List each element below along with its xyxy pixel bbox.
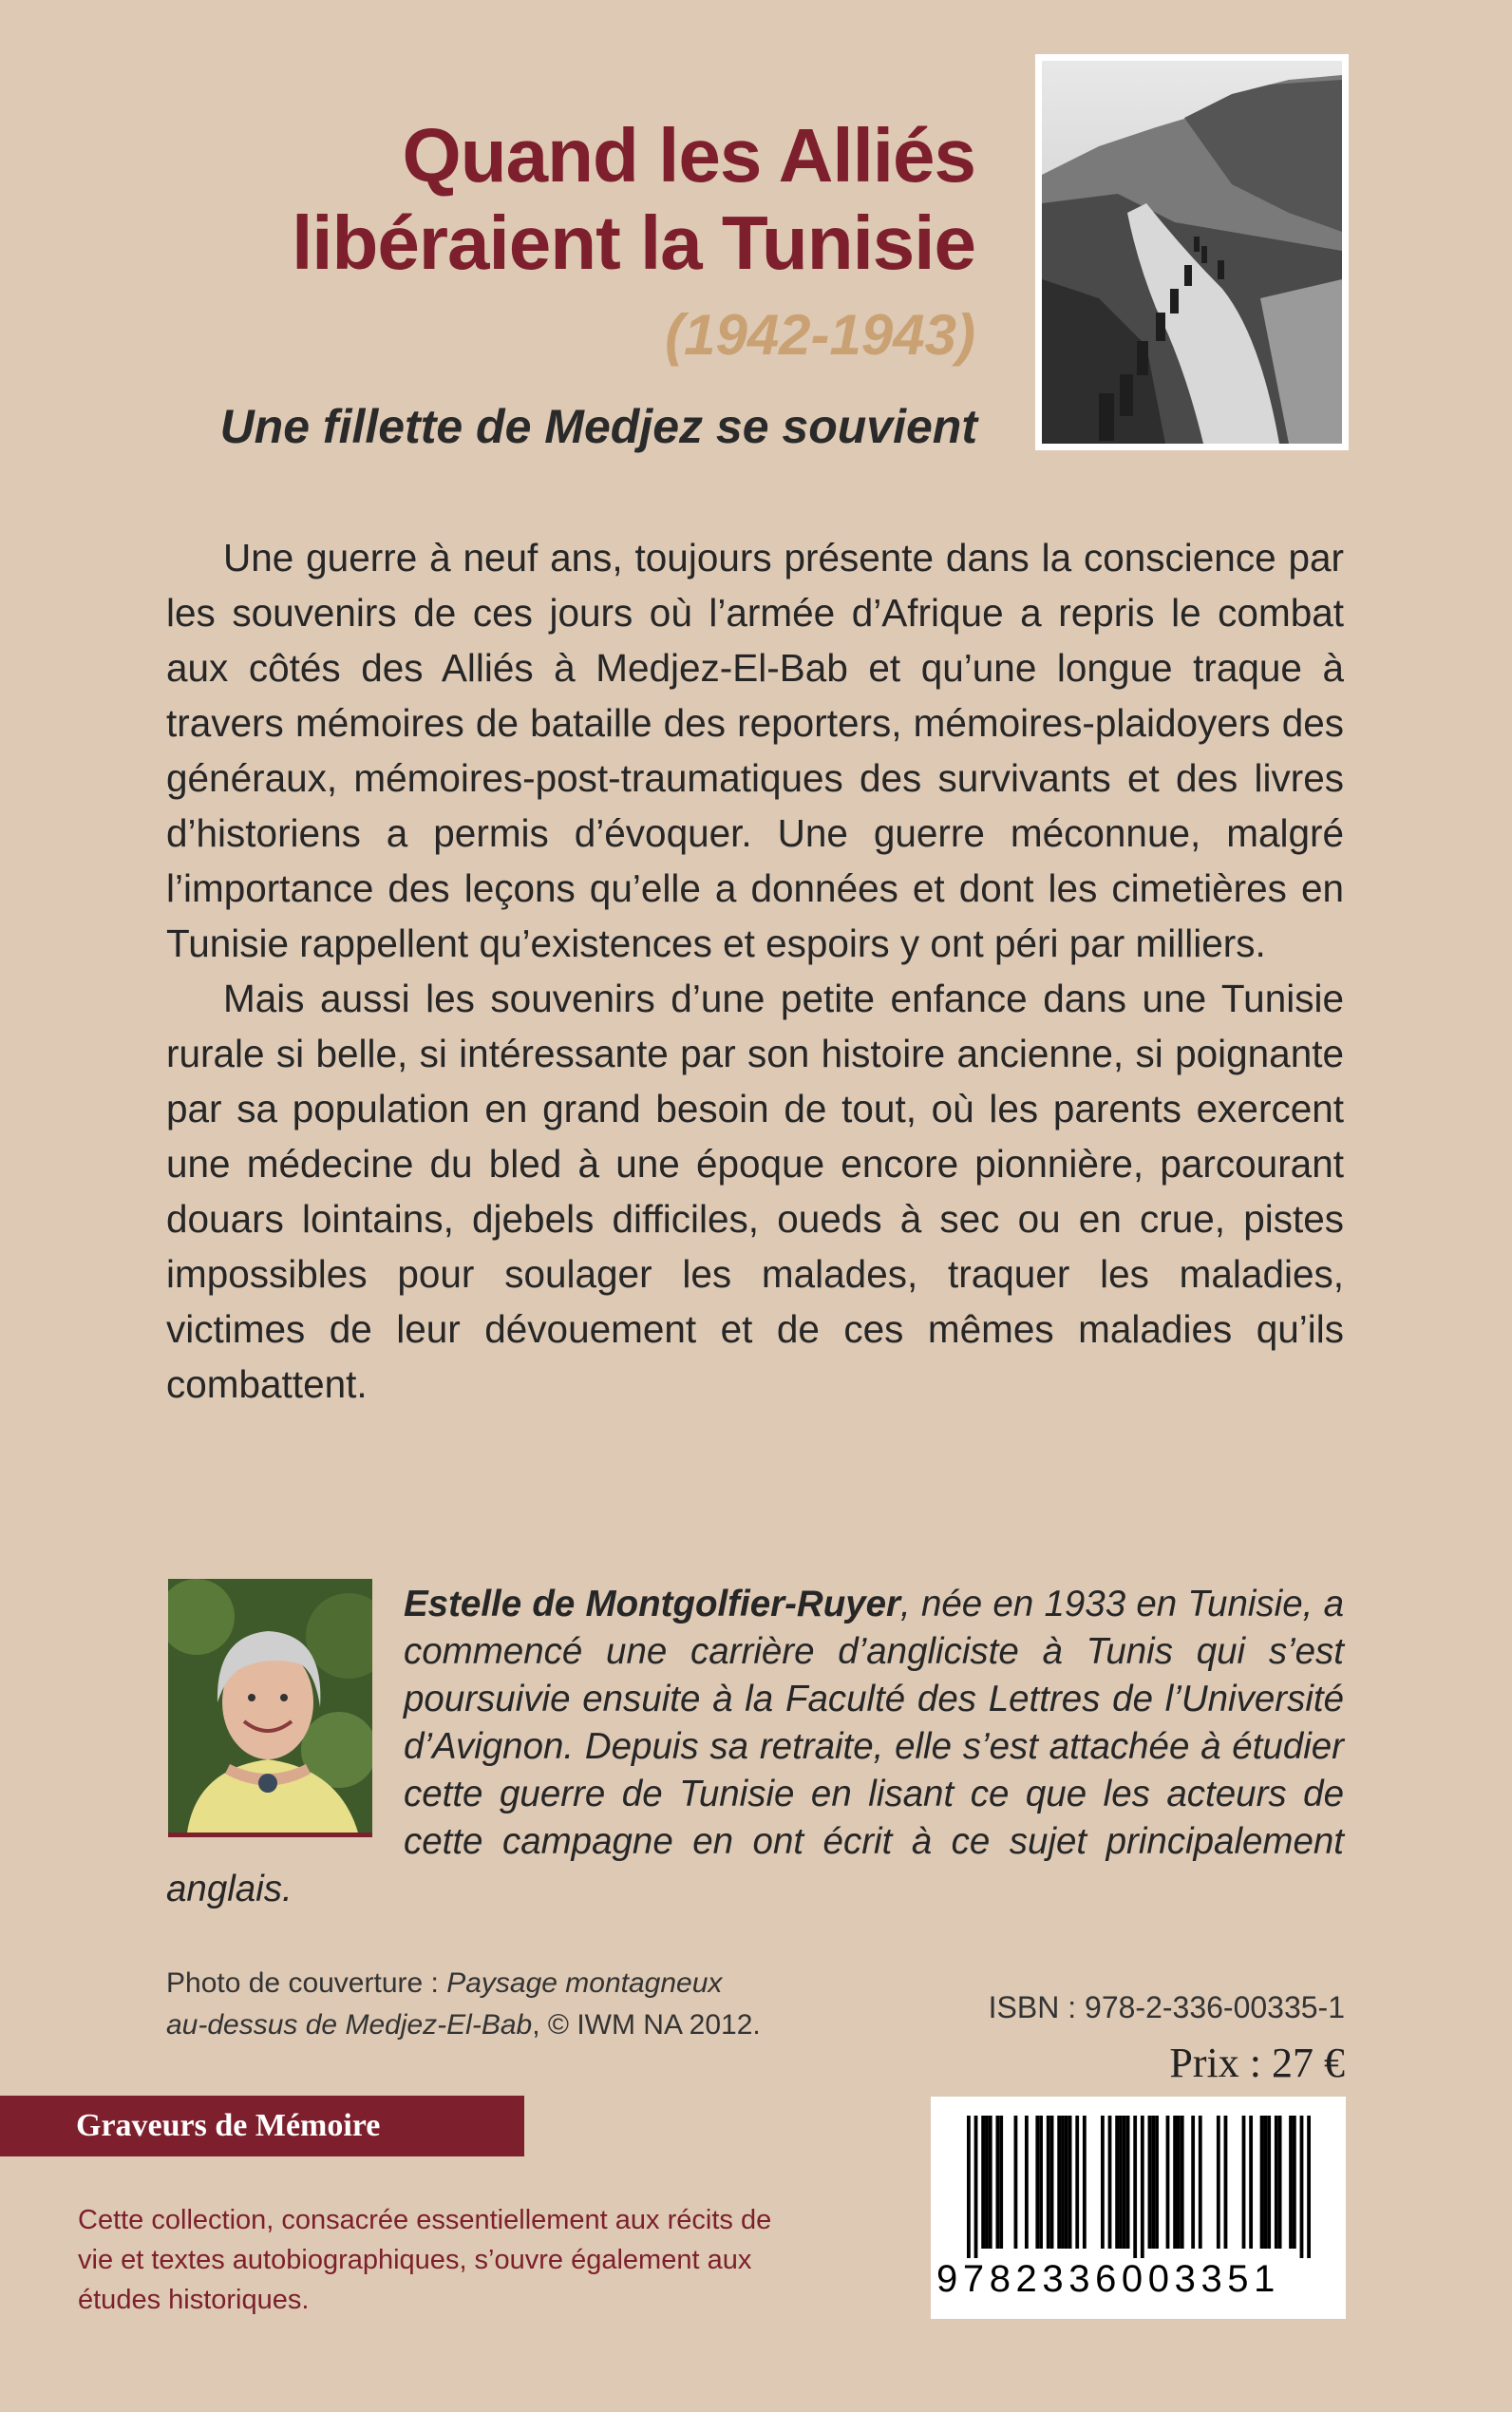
barcode-bar <box>1217 2116 1220 2249</box>
barcode-bar <box>989 2116 992 2249</box>
isbn: ISBN : 978-2-336-00335-1 <box>988 1990 1345 2024</box>
cover-photo <box>1035 54 1349 450</box>
book-subtitle: Une fillette de Medjez se souvient <box>219 400 977 453</box>
barcode-bar <box>999 2116 1003 2249</box>
barcode-bar <box>1307 2116 1311 2258</box>
barcode-bar <box>974 2116 978 2258</box>
title-years: (1942-1943) <box>665 303 975 367</box>
barcode-bar <box>1300 2116 1304 2258</box>
barcode-bar <box>1166 2116 1170 2249</box>
barcode-bar <box>1191 2116 1195 2249</box>
author-name: Estelle de Montgolfier-Ruyer <box>404 1584 901 1624</box>
barcode-bar <box>1108 2116 1112 2249</box>
barcode-bar <box>1199 2116 1202 2249</box>
barcode-bar <box>967 2116 971 2258</box>
barcode-bars <box>967 2116 1311 2258</box>
barcode-bar <box>1148 2116 1152 2249</box>
back-cover-text <box>166 530 1344 1412</box>
title-line-1: Quand les Alliés <box>402 113 975 198</box>
barcode-bar <box>1101 2116 1105 2249</box>
barcode-bar <box>1155 2116 1159 2249</box>
barcode-bar <box>1123 2116 1126 2249</box>
barcode-bar <box>1025 2116 1029 2249</box>
barcode-bar <box>1065 2116 1068 2249</box>
barcode-bar <box>1267 2116 1271 2249</box>
collection-description: Cette collection, consacrée essentiellement aux récits de vie et textes autobiographiques, s’ouvre également aux études historiques. <box>78 2205 772 2315</box>
price: Prix : 27 € <box>1169 2040 1345 2086</box>
barcode-bar <box>1141 2116 1144 2258</box>
barcode-digits: 9782336003351 <box>936 2258 1280 2300</box>
barcode-bar <box>1115 2116 1119 2249</box>
photo-credit-title-1: Paysage montagneux <box>446 1967 723 1999</box>
barcode-bar <box>1083 2116 1087 2249</box>
body-paragraph-2: Mais aussi les souvenirs d’une petite enfance dans une Tunisie rurale si belle, si intéressante par son histoire ancienne, si poignante par sa population en grand besoin de tout, où les parents exercent une médecine du bled à une époque encore pionnière, parcourant douars lointains, djebels difficiles, oueds à sec ou en crue, pistes impossibles pour soulager les malades, traquer les maladies, victimes de leur dévouement et de ces mêmes maladies qu’ils combattent. <box>166 977 1344 1406</box>
barcode-bar <box>1275 2116 1278 2249</box>
barcode-bar <box>1119 2116 1123 2249</box>
barcode-bar <box>1014 2116 1018 2249</box>
barcode-bar <box>1263 2116 1267 2249</box>
photo-credit-title-2: au-dessus de Medjez-El-Bab <box>166 2009 533 2041</box>
collection-banner: Graveurs de Mémoire <box>0 2096 524 2156</box>
body-paragraph-1: Une guerre à neuf ans, toujours présente dans la conscience par les souvenirs de ces jours où l’armée d’Afrique a repris le combat aux côtés des Alliés à Medjez-El-Bab et qu’une longue traque à travers mémoires de bataille des reporters, mémoires-plaidoyers des généraux, mémoires-post-traumatiques des survivants et des livres d’historiens a permis d’évoquer. Une guerre méconnue, malgré l’importance des leçons qu’elle a données et dont les cimetières en Tunisie rappellent qu’existences et espoirs y ont péri par milliers. <box>166 536 1344 965</box>
barcode-bar <box>1061 2116 1065 2249</box>
author-portrait <box>168 1579 372 1833</box>
barcode-bar <box>1242 2116 1246 2249</box>
barcode-bar <box>1075 2116 1079 2249</box>
photo-credit-label: Photo de couverture : <box>166 1967 447 1999</box>
barcode-bar <box>1260 2116 1264 2249</box>
barcode-bar <box>1068 2116 1072 2249</box>
barcode-bar <box>1173 2116 1177 2249</box>
barcode-bar <box>1181 2116 1184 2249</box>
barcode-bar <box>1047 2116 1050 2249</box>
book-title <box>121 112 975 287</box>
barcode-bar <box>1249 2116 1253 2249</box>
barcode-bar <box>1133 2116 1137 2258</box>
author-bio-text: , née en 1933 en Tunisie, a commencé une carrière d’angliciste à Tunis qui s’est poursuivie ensuite à la Faculté des Lettres de l’Université d’Avignon. Depuis sa retraite, elle s’est attachée à étudier cette guerre de Tunisie en lisant ce que les acteurs de cette campagne en ont écrit à ce sujet principalement anglais. <box>166 1584 1344 1909</box>
author-photo <box>168 1579 372 1837</box>
barcode <box>931 2097 1346 2319</box>
barcode-bar <box>1050 2116 1054 2249</box>
title-line-2: libéraient la Tunisie <box>292 200 975 285</box>
barcode-bar <box>985 2116 989 2249</box>
barcode-bar <box>1039 2116 1043 2249</box>
photo-credit-rest: , © IWM NA 2012. <box>532 2009 761 2041</box>
cover-photo-image <box>1042 61 1342 444</box>
photo-credit <box>166 1963 888 2046</box>
barcode-bar <box>1224 2116 1228 2249</box>
barcode-bar <box>1293 2116 1296 2249</box>
barcode-bar <box>1035 2116 1039 2249</box>
barcode-bar <box>1278 2116 1282 2249</box>
barcode-bar <box>1289 2116 1293 2249</box>
barcode-bar <box>1057 2116 1061 2249</box>
barcode-bar <box>1126 2116 1130 2249</box>
barcode-bar <box>981 2116 985 2249</box>
barcode-bar <box>1151 2116 1155 2249</box>
barcode-bar <box>995 2116 999 2249</box>
barcode-bar <box>1177 2116 1181 2249</box>
